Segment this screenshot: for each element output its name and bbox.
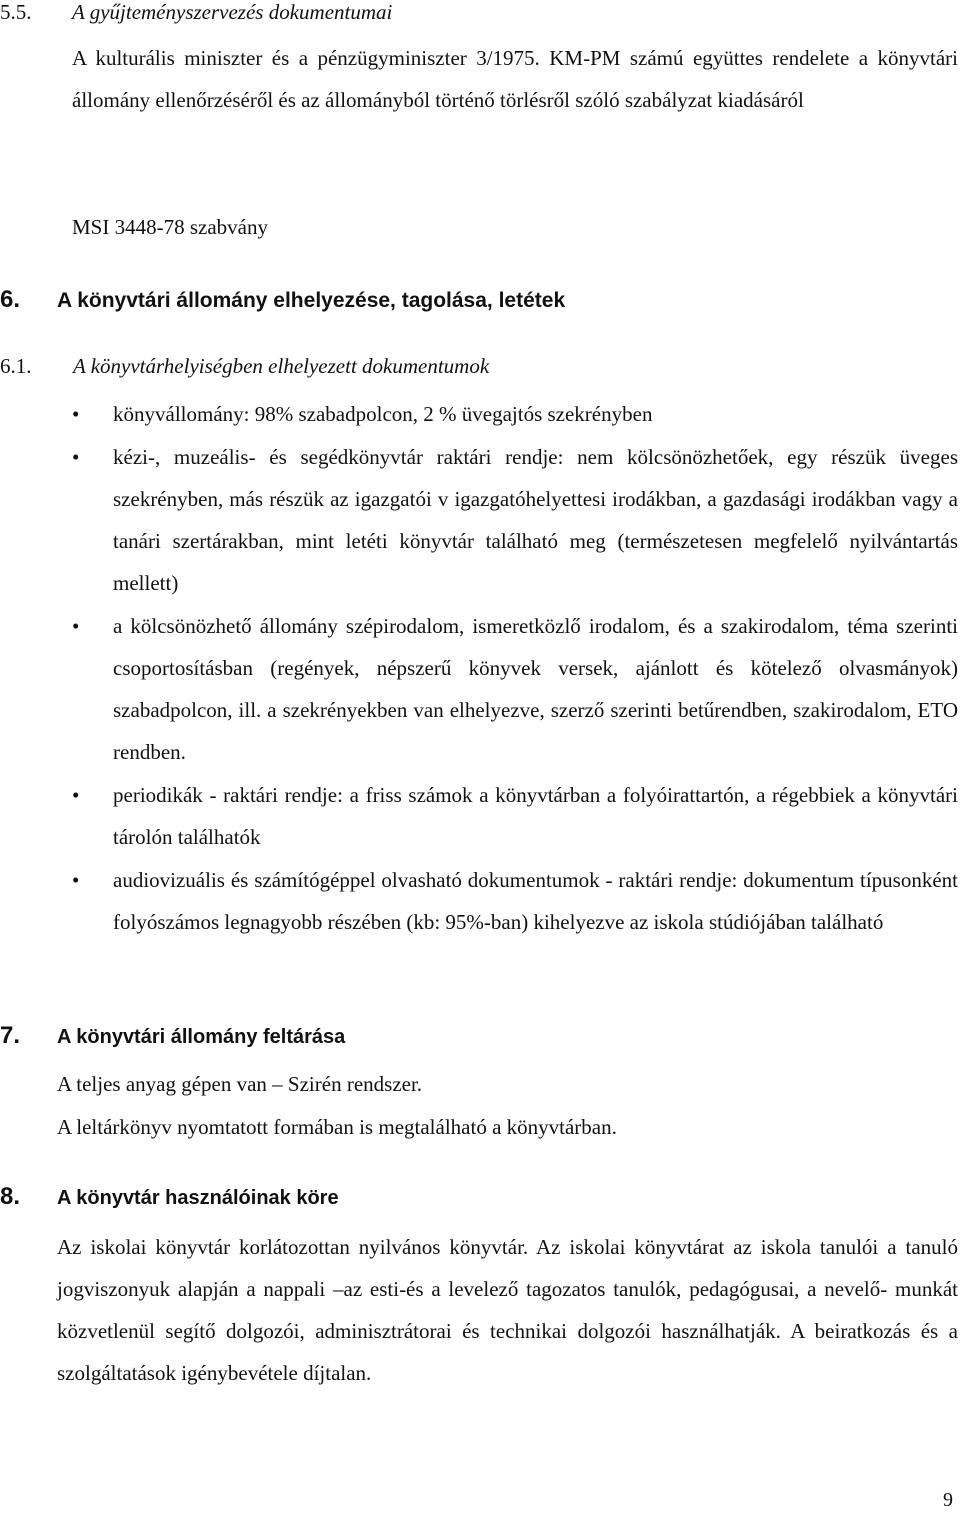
section-number: 8. bbox=[0, 1183, 21, 1210]
list-item-text: kézi-, muzeális- és segédkönyvtár raktári rendje: nem kölcsönözhetőek, egy részük üveges szekrényben, más részük az igazgatói v igazgatóhelyettesi irodákban, a gazdasági irodákban vagy a tanári szertárakban, mint letéti könyvtár található meg (természetesen megfelelő nyilvántartás mellett) bbox=[113, 445, 958, 595]
catalog-line-1: A teljes anyag gépen van – Szirén rendszer. bbox=[57, 1072, 423, 1096]
list-item-text: periodikák - raktári rendje: a friss számok a könyvtárban a folyóirattartón, a régebbiek a könyvtári tárolón találhatók bbox=[113, 783, 958, 849]
section-8-heading bbox=[0, 1177, 339, 1218]
bullet-icon: • bbox=[72, 402, 80, 426]
section-5-5-heading bbox=[0, 0, 392, 32]
paragraph-standard: MSI 3448-78 szabvány bbox=[72, 215, 268, 239]
section-title: A gyűjteményszervezés dokumentumai bbox=[72, 0, 393, 24]
catalog-line-2: A leltárkönyv nyomtatott formában is megtalálható a könyvtárban. bbox=[57, 1115, 617, 1139]
users-paragraph: Az iskolai könyvtár korlátozottan nyilvános könyvtár. Az iskolai könyvtárat az iskola tanulói a tanuló jogviszonyuk alapján a nappali –az esti-és a levelező tagozatos tanulók, pedagógusai, a nevelő- munkát közvetlenül segítő dolgozói, adminisztrátorai és technikai dolgozói használhatják. A beiratkozás és a szolgáltatások igénybevétele díjtalan. bbox=[57, 1235, 958, 1385]
section-title: A könyvtár használóinak köre bbox=[57, 1187, 339, 1209]
section-title: A könyvtárhelyiségben elhelyezett dokumentumok bbox=[73, 354, 490, 378]
section-number: 7. bbox=[0, 1022, 21, 1049]
bullet-icon: • bbox=[72, 614, 80, 638]
list-item bbox=[72, 859, 958, 943]
list-item-text: audiovizuális és számítógéppel olvasható dokumentumok - raktári rendje: dokumentum típusonként folyószámos legnagyobb részében (kb: 95%-ban) kihelyezve az iskola stúdiójában található bbox=[113, 868, 958, 934]
page-number: 9 bbox=[943, 1489, 953, 1511]
bullet-icon: • bbox=[72, 783, 80, 807]
section-title: A könyvtári állomány elhelyezése, tagolása, letétek bbox=[57, 289, 566, 312]
section-title: A könyvtári állomány feltárása bbox=[57, 1026, 346, 1048]
list-item bbox=[72, 774, 958, 858]
list-item-text: a kölcsönözhető állomány szépirodalom, ismeretközlő irodalom, és a szakirodalom, téma szerinti csoportosításban (regények, népszerű könyvek versek, ajánlott és kötelező olvasmányok) szabadpolcon, ill. a szekrényekben van elhelyezve, szerző szerinti betűrendben, szakirodalom, ETO rendben. bbox=[113, 614, 958, 764]
bullet-icon: • bbox=[72, 868, 80, 892]
list-item bbox=[72, 605, 958, 773]
list-item bbox=[72, 393, 958, 435]
document-list bbox=[72, 393, 958, 943]
section-number: 5.5. bbox=[0, 0, 32, 24]
list-item-text: könyvállomány: 98% szabadpolcon, 2 % üvegajtós szekrényben bbox=[113, 402, 653, 426]
bullet-icon: • bbox=[72, 445, 80, 469]
paragraph-regulation: A kulturális miniszter és a pénzügyminiszter 3/1975. KM-PM számú együttes rendelete a könyvtári állomány ellenőrzéséről és az állományból történő törlésről szóló szabályzat kiadásáról bbox=[72, 46, 958, 112]
section-7-heading bbox=[0, 1016, 345, 1057]
section-6-heading bbox=[0, 280, 565, 321]
section-number: 6. bbox=[0, 286, 21, 313]
section-6-1-heading bbox=[0, 346, 489, 386]
section-number: 6.1. bbox=[0, 354, 32, 378]
list-item bbox=[72, 436, 958, 604]
